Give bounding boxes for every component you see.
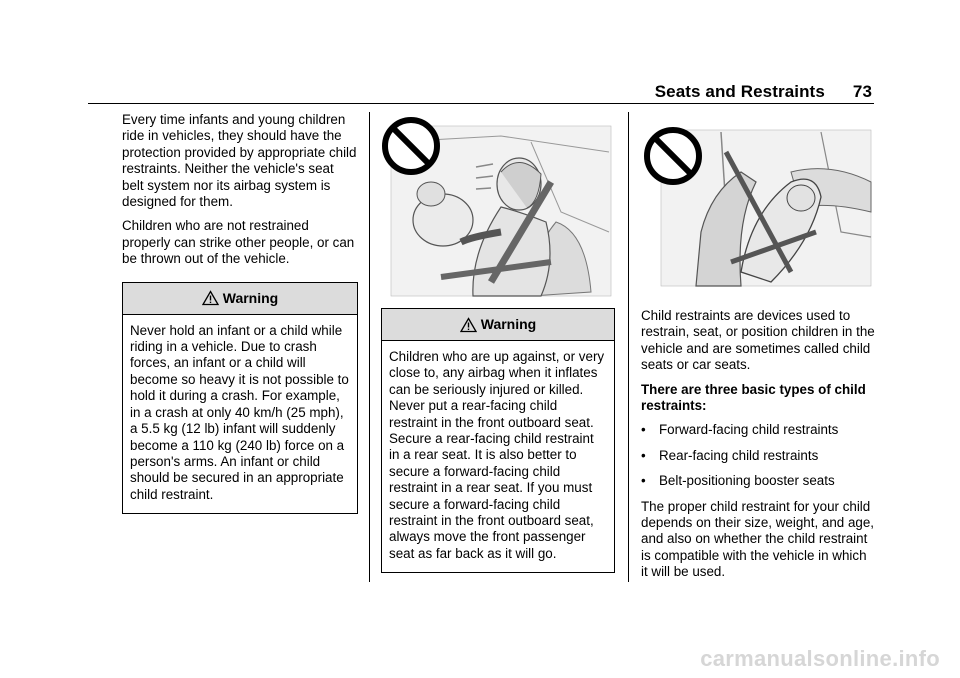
selection-paragraph: The proper child restraint for your child depends on their size, weight, and age, and also on whether the child restraint is compatible with the vehicle in which it will be used. <box>641 498 875 580</box>
prohibited-icon <box>647 130 699 182</box>
list-item <box>641 473 875 489</box>
warning-title: Warning <box>480 316 537 333</box>
list-item <box>641 448 875 464</box>
column-1 <box>122 112 358 514</box>
prohibited-icon <box>385 120 437 172</box>
running-header <box>655 82 872 102</box>
column-2 <box>381 112 615 573</box>
definition-paragraph: Child restraints are devices used to restrain, seat, or position children in the vehicle and are sometimes called child seats or car seats. <box>641 308 875 373</box>
intro-paragraph: Every time infants and young children ride in vehicles, they should have the protection provided by appropriate child restraints. Neither the vehicle's seat belt system nor its airbag system is designed for them. <box>122 112 357 210</box>
column-3 <box>641 112 875 589</box>
warning-triangle-icon <box>460 317 477 333</box>
warning-body: Never hold an infant or a child while riding in a vehicle. Due to crash forces, an infant or a child will become so heavy it is not possible to hold it during a crash. For example, in a crash at only 40 km/h (25 mph), a 5.5 kg (12 lb) infant will suddenly become a 110 kg (240 lb) force on a person's arms. An infant or child should be secured in an appropriate child restraint. <box>130 322 349 502</box>
header-divider <box>88 103 874 104</box>
bullet-dot: • <box>641 473 646 489</box>
restraint-paragraph: Children who are not restrained properly can strike other people, or can be thrown out of the vehicle. <box>122 218 355 267</box>
restraint-types-list <box>641 422 875 489</box>
illustration-child-seat <box>641 112 875 288</box>
illustration-holding-infant <box>381 112 615 298</box>
warning-box-1 <box>122 282 358 514</box>
warning-header <box>382 309 614 341</box>
list-item-text: Rear-facing child restraints <box>659 447 819 463</box>
warning-body: Children who are up against, or very close to, any airbag when it inflates can be seriously injured or killed. Never put a rear-facing child restraint in the front outboard seat. Secure a rear-facing child restraint in a rear seat. It is also better to secure a forward-facing child restraint in a rear seat. If you must secure a forward-facing child restraint in the front outboard seat, always move the front passenger seat as far back as it will go. <box>389 349 605 561</box>
warning-title: Warning <box>222 289 279 306</box>
warning-header <box>123 283 357 315</box>
section-title: Seats and Restraints <box>654 82 825 101</box>
list-item <box>641 422 875 438</box>
list-item-text: Forward-facing child restraints <box>659 422 839 438</box>
watermark: carmanualsonline.info <box>700 646 940 671</box>
person-holding-infant-illustration <box>381 112 615 298</box>
rear-facing-child-seat-illustration <box>641 112 875 288</box>
column-divider-2 <box>628 112 629 582</box>
types-heading: There are three basic types of child restraints: <box>641 381 866 414</box>
warning-triangle-icon <box>202 290 219 306</box>
warning-box-2 <box>381 308 615 573</box>
column-divider-1 <box>369 112 370 582</box>
bullet-dot: • <box>641 447 646 463</box>
list-item-text: Belt-positioning booster seats <box>659 473 835 489</box>
bullet-dot: • <box>641 422 646 438</box>
page-number: 73 <box>852 82 872 101</box>
